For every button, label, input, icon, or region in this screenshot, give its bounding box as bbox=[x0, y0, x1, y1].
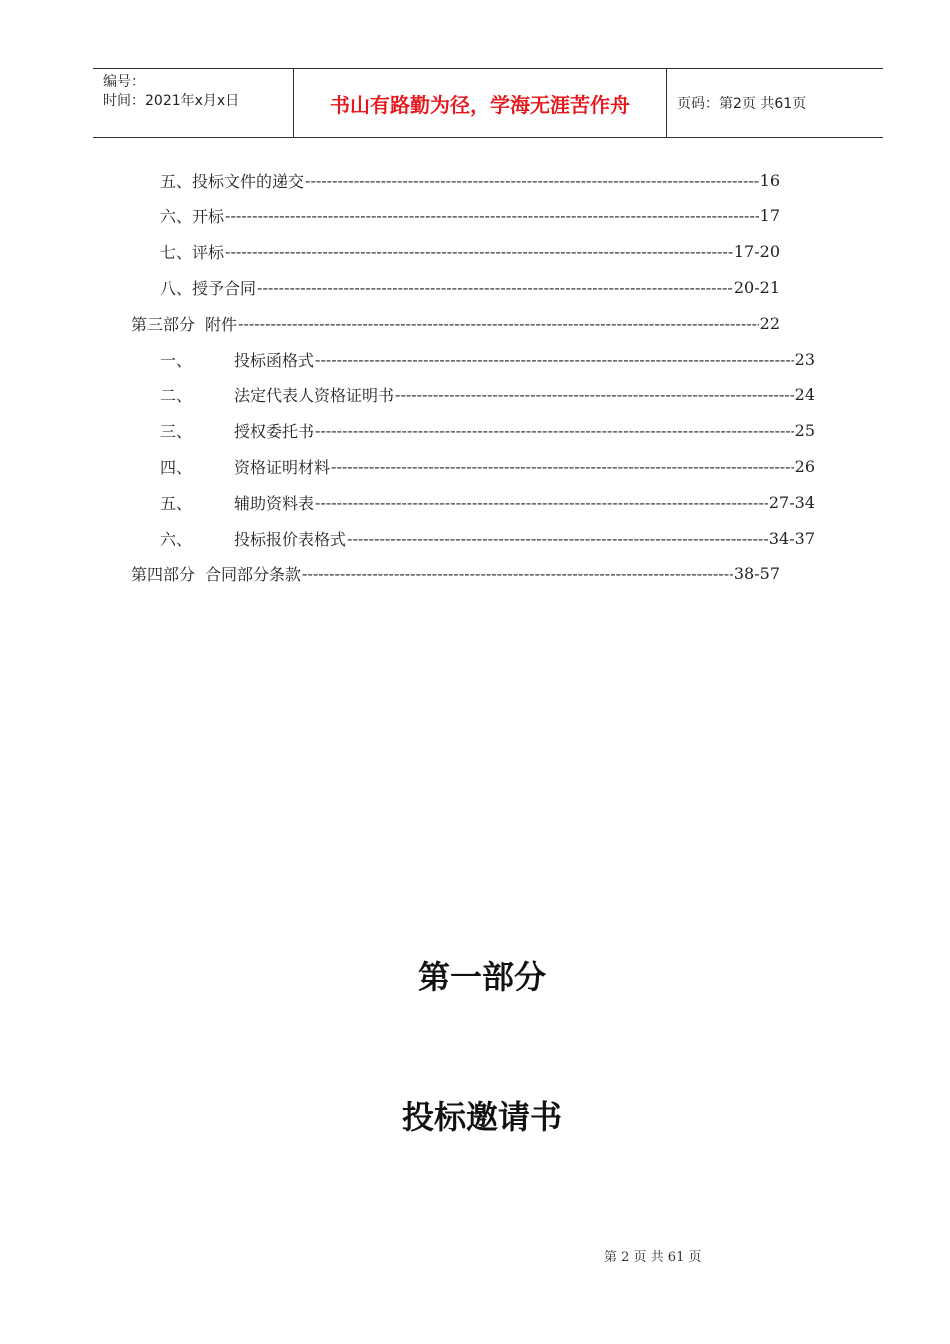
toc-entry-title: 合同部分条款 bbox=[205, 565, 302, 585]
toc-entry[interactable] bbox=[160, 347, 815, 371]
toc-entry-page: 17 bbox=[759, 206, 780, 226]
toc-entry[interactable] bbox=[131, 562, 780, 586]
toc-entry[interactable] bbox=[131, 311, 780, 335]
toc-entry-number: 第三部分 bbox=[131, 314, 196, 334]
time-label: 时间：2021年x月x日 bbox=[103, 93, 240, 109]
toc-entry-page: 38-57 bbox=[733, 564, 780, 584]
toc-entry-title: 投标报价表格式 bbox=[234, 529, 347, 549]
toc-entry-page: 26 bbox=[794, 456, 815, 476]
toc-entry-page: 17-20 bbox=[733, 242, 780, 262]
toc-entry-number: 二、 bbox=[160, 386, 193, 406]
toc-entry[interactable] bbox=[160, 383, 815, 407]
toc-entry[interactable] bbox=[160, 526, 815, 550]
toc-leader bbox=[395, 385, 794, 404]
toc-entry-title: 法定代表人资格证明书 bbox=[234, 386, 395, 406]
toc-entry-number: 四、 bbox=[160, 457, 193, 477]
toc-entry-page: 23 bbox=[794, 349, 815, 369]
toc-leader bbox=[225, 206, 759, 225]
toc-entry-title: 投标文件的递交 bbox=[192, 171, 305, 191]
toc-leader bbox=[257, 278, 733, 297]
toc-entry-number: 第四部分 bbox=[131, 565, 196, 585]
header-meta bbox=[93, 69, 294, 137]
toc-entry-title: 资格证明材料 bbox=[234, 457, 331, 477]
toc-entry-title: 投标函格式 bbox=[234, 350, 315, 370]
toc-entry-page: 25 bbox=[794, 421, 815, 441]
toc-entry[interactable] bbox=[160, 168, 780, 192]
toc-entry-title: 附件 bbox=[205, 314, 238, 334]
page-header bbox=[93, 68, 883, 138]
toc-leader bbox=[315, 493, 768, 512]
header-motto: 书山有路勤为径，学海无涯苦作舟 bbox=[294, 69, 667, 137]
toc-entry-title: 开标 bbox=[192, 207, 225, 227]
document-title: 投标邀请书 bbox=[401, 1098, 562, 1136]
toc-entry-title: 评标 bbox=[192, 243, 225, 263]
toc-entry-number: 七、 bbox=[160, 243, 193, 263]
toc-entry-number: 八、 bbox=[160, 278, 193, 298]
toc-leader bbox=[347, 529, 768, 548]
toc-entry[interactable] bbox=[160, 454, 815, 478]
toc-entry-page: 16 bbox=[759, 170, 780, 190]
toc-entry-title: 授权委托书 bbox=[234, 422, 315, 442]
toc-entry[interactable] bbox=[160, 419, 815, 443]
toc-entry-page: 20-21 bbox=[733, 277, 780, 297]
toc-entry[interactable] bbox=[160, 204, 780, 228]
toc-leader bbox=[315, 350, 794, 369]
toc-entry-page: 24 bbox=[794, 385, 815, 405]
toc-entry-number: 六、 bbox=[160, 529, 193, 549]
page-footer: 第 2 页 共 61 页 bbox=[604, 1250, 702, 1265]
toc-entry[interactable] bbox=[160, 240, 780, 264]
part-title: 第一部分 bbox=[417, 958, 546, 996]
header-page-info: 页码：第2页 共61页 bbox=[677, 96, 807, 112]
toc-entry-title: 辅助资料表 bbox=[234, 493, 315, 513]
toc-entry-number: 五、 bbox=[160, 171, 193, 191]
toc-entry-number: 一、 bbox=[160, 350, 193, 370]
toc-entry[interactable] bbox=[160, 490, 815, 514]
toc-entry-number: 五、 bbox=[160, 493, 193, 513]
serial-label: 编号： bbox=[103, 74, 145, 90]
toc-leader bbox=[238, 314, 759, 333]
toc-entry-number: 三、 bbox=[160, 422, 193, 442]
toc-entry-page: 34-37 bbox=[768, 528, 815, 548]
toc-entry-page: 22 bbox=[759, 313, 780, 333]
toc-leader bbox=[225, 242, 733, 261]
toc-leader bbox=[315, 421, 794, 440]
toc-entry-number: 六、 bbox=[160, 207, 193, 227]
toc-leader bbox=[305, 171, 759, 190]
toc-leader bbox=[302, 564, 733, 583]
toc-entry[interactable] bbox=[160, 275, 780, 299]
toc-entry-title: 授予合同 bbox=[192, 278, 257, 298]
toc-entry-page: 27-34 bbox=[768, 492, 815, 512]
toc-leader bbox=[331, 457, 794, 476]
